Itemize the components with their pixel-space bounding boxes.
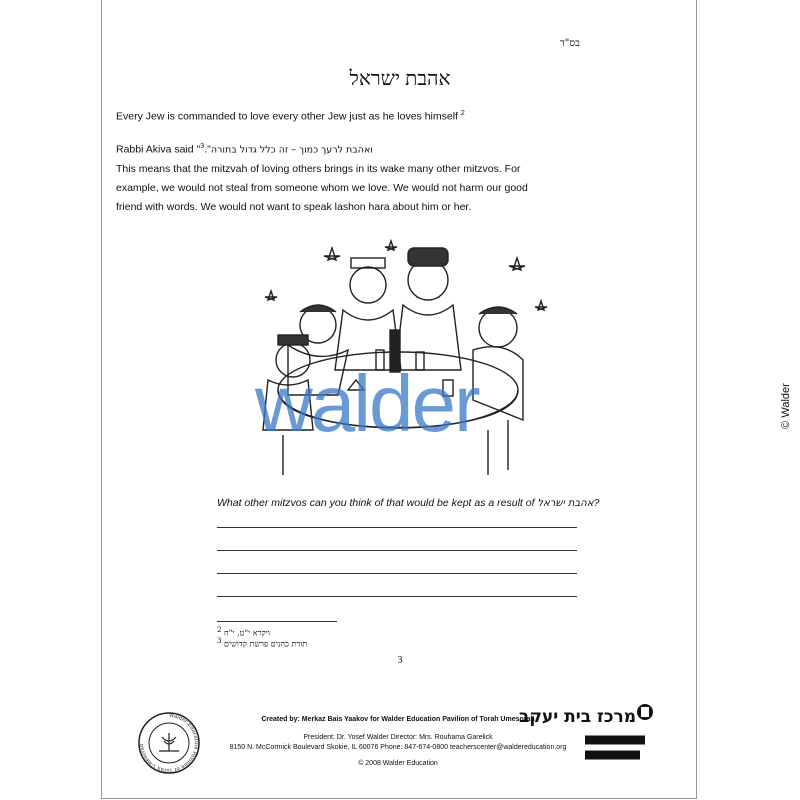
footnote-3 bbox=[217, 637, 307, 649]
discussion-question bbox=[217, 497, 599, 509]
question-mark: ? bbox=[593, 497, 600, 509]
bsd-mark: בס"ד bbox=[560, 38, 580, 49]
footnote-text: תורת כהנים פרשת קדושים bbox=[224, 639, 308, 649]
question-hebrew: אהבת ישראל bbox=[537, 498, 594, 509]
credits-copyright: © 2008 Walder Education bbox=[358, 760, 438, 767]
question-text: What other mitzvos can you think of that would be kept as a result of bbox=[217, 497, 535, 509]
side-copyright bbox=[778, 370, 794, 450]
walder-watermark: walder bbox=[255, 359, 479, 448]
sparkle-icon bbox=[385, 241, 397, 250]
intro-paragraph bbox=[116, 104, 536, 127]
answer-line[interactable] bbox=[217, 550, 577, 551]
answer-line[interactable] bbox=[217, 596, 577, 597]
footnote-ref-2: 2 bbox=[460, 110, 465, 117]
explanation-text: This means that the mitzvah of loving others brings in its wake many other mitzvos. For example, we would not steal from someone whom we love. We would not harm our good friend with words. We would not want to speak lashon hara about him or her. bbox=[116, 162, 528, 213]
sparkle-icon bbox=[324, 248, 340, 260]
walder-seal-logo bbox=[137, 711, 201, 775]
merkaz-bais-yaakov-logo bbox=[518, 700, 658, 774]
answer-line[interactable] bbox=[217, 573, 577, 574]
quote-prefix: Rabbi Akiva said " bbox=[116, 143, 201, 156]
footnote-number: 2 bbox=[217, 626, 222, 634]
sparkle-icon bbox=[509, 258, 525, 270]
footnote-2 bbox=[217, 626, 270, 638]
footnote-text: ויקרא י"ט, י"ח bbox=[224, 628, 270, 638]
sparkle-icon bbox=[535, 301, 547, 310]
seal-ring-text: Walder Education Pavilion of Torah Umesorah bbox=[138, 712, 199, 774]
menorah-icon bbox=[159, 733, 179, 751]
credits-created-by: Created by: Merkaz Bais Yaakov for Walder Education Pavilion of Torah Umesorah bbox=[261, 716, 535, 723]
rabbi-akiva-paragraph bbox=[116, 137, 536, 217]
credits-staff: President: Dr. Yosef Walder Director: Mrs. Rouhama Garelick bbox=[303, 734, 493, 741]
hebrew-quote: ואהבת לרעך כמוך – זה כלל גדול בתורה bbox=[210, 144, 373, 156]
credits-address: 8150 N. McCormick Boulevard Skokie, IL 60076 Phone: 847-674-0800 teacherscenter@waldereducation.org bbox=[229, 744, 567, 751]
footnote-separator bbox=[217, 621, 337, 622]
page-number: 3 bbox=[397, 655, 403, 666]
intro-text: Every Jew is commanded to love every other Jew just as he loves himself bbox=[116, 110, 458, 123]
footnote-ref-3: 3 bbox=[200, 143, 205, 150]
logo-text: מרכז בית יעקב bbox=[518, 707, 636, 727]
sparkle-icon bbox=[265, 291, 277, 300]
quote-suffix: ". bbox=[204, 143, 211, 156]
answer-line[interactable] bbox=[217, 527, 577, 528]
page-title: אהבת ישראל bbox=[349, 68, 451, 90]
side-copyright-text: © Walder bbox=[780, 383, 792, 429]
footnote-number: 3 bbox=[217, 637, 222, 645]
